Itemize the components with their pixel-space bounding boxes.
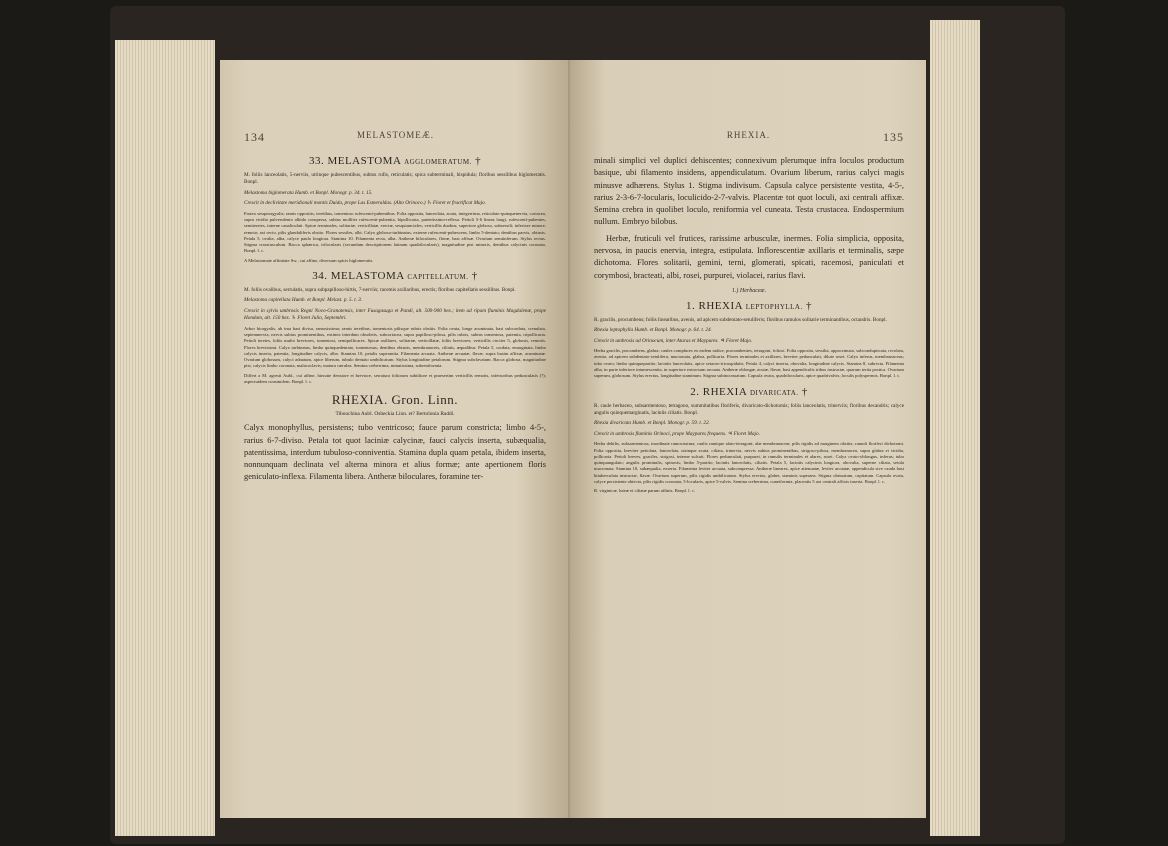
page-edges-left <box>115 40 215 836</box>
species-1-description: Herba gracilis, procumbens, glabra; caules complures ex eadem radice, procumbentes, tetragoni, foliosi. Folia opposita, sessilia, approximata, subcondupticata, recolata, avenia, ad apicem subdentato-setulifera, mucronata, glabra, pollicaria. Flores terminales et axillares, breviter pedunculati, dilute rosei. Calyx inferus, membranaceus; tubo ovato; limbo quinquepartito; laciniis lanceolatis, apice setaceo-tricuspidatis. Petala 4, calyci inserta, obovalia, longitudine calycis. Stamina 8, subrecta. Filamenta alba, in parte inferiore intumescentia, in superiore extrorsum arcuata. Antheræ oblongæ, acutæ, flavæ, basi appendiculis tribus instructæ, quarum tertia postica. Ovarium superum, globosum. Stylus erectus, longitudine staminum. Stigma subincrassatum. Capsula ovata, quadrilocularis, apice quadrivalvis; loculis polyspermis. Bonpl. l. c. <box>594 348 904 379</box>
species-34-synonym: Melastoma capitellata Humb. et Bonpl. Melast. p. 5. t. 3. <box>244 297 363 304</box>
species-34-heading: 34. MELASTOMA CAPITELLATUM. † <box>312 270 478 282</box>
species-2-habitat: Crescit in umbrosis fluminis Orinoci, prope Maypures frequens. ♃ Floret Majo. <box>594 430 760 437</box>
species-34-description: Arbor biorgyalis, ab ima basi divisa, ramosissima; ramis teretibus, tomentosis pilisque rubris obsitis. Folia ovata, longe acuminata, basi subcordata, crenulata, septemnervia, nervis subtus prominentibus, extimis interdum obsoletis, subcoriacea, supra papilloso-pilosa, pilis rubris, subtus tomentosa, patentia, tripollicaria. Petioli teretes, foliis multo breviores, tomentosi, semipollicares. Spicæ axillares, solitariæ, verticillatæ, foliis breviores; verticillis circiter 5, globosis, remotis. Flores brevissimi. Calyx turbinatus, limbo quinquedentato, tomentosus; dentibus obtusis, membranaceis, ciliatis, æqualibus. Petala 5, cordata, emarginata, limbo calycis inserta, patentia, longitudine calycis, alba. Stamina 10, petalis superantia. Filamenta arcuata. Antheræ arcuatæ, flavæ, supra basim affixæ, acuminatæ. Ovarium globosum, calyci adnatum, apice liberum, tubulo dentato umbilicatum. Stylus longitudine petalorum. Stigma subclavatum. Bacca globosa, magnitudine pisi, calycis limbo coronata, malacoclavis; matura cærulea. Semina creberrima, minutissima, subreniformia. <box>244 325 546 369</box>
left-running-title: MELASTOMEÆ. <box>356 130 435 140</box>
left-page <box>220 60 570 818</box>
species-33-synonym: Melastoma biglomerata Humb. et Bonpl. Monogr. p. 34. t. 15. <box>244 189 373 196</box>
genus-habit: Herbæ, fruticuli vel frutices, rarissime arbusculæ, inermes. Folia simplicia, opposita, nervosa, in paucis enervia, integra, estipulata. Inflorescentiæ axillaris et terminalis, sæpe dichotoma. Flores solitarii, gemini, terni, glomerati, spicati, racemosi, paniculati et corymbosi, bracteati, albi, rosei, purpurei, violacei, rarius flavi. <box>594 233 904 280</box>
right-running-title: RHEXIA. <box>726 130 771 140</box>
species-2-heading: 2. RHEXIA DIVARICATA. † <box>690 385 808 398</box>
species-34-diagnosis: M. foliis ovalibus, serrulatis, supra subpapilloso-hirtis, 7-nerviis; racemis axillaribus, erectis; floribus capitellatis sessilibus. Bonpl. <box>244 287 516 293</box>
species-33-diagnosis: M. foliis lanceolatis, 5-nerviis, utrinque pubescentibus, subtus rufis, reticulatis; spica subterminali, hispidula; floribus sessilibus biglomeratis. Bonpl. <box>244 172 546 186</box>
species-33-habitat: Crescit in declivitate meridionali montis Duida, prope Las Esmeraldas. (Alto Orinoco.) ♄ Floret et fructificat Majo. <box>244 200 486 207</box>
genus-description: Calyx monophyllus, persistens; tubo ventricoso; fauce parum constricta; limbo 4-5-, rarius 6-7-diviso. Petala tot quot laciniæ calycinæ, fauci calycis inserta, subæqualia, patentissima, interdum tubuloso-conniventia. Stamina dupla quam petala, ibidem inserta, nonnunquam declinata vel alterna minora et alius formæ; ante apertionem floris geniculato-inflexa. Filamenta libera. Antheræ biloculares, foramine ter- <box>244 423 546 482</box>
right-page-number: 135 <box>883 130 904 144</box>
species-2-note: R. virginicæ, luteæ et ciliatæ parum affinis. Bonpl. l. c. <box>594 488 696 494</box>
genus-synonyms: Tibouchina Aubl. Osbeckia Linn. et? Bertolonia Raddi. <box>335 411 455 418</box>
species-1-habitat: Crescit in umbrosis ad Orinocum, inter Aturas et Maypures. ♃ Floret Majo. <box>594 337 753 344</box>
species-2-synonym: Rhexia divaricata Humb. et Bonpl. Monogr. p. 59. t. 22. <box>594 420 710 427</box>
species-2-description: Herba debilis, subsarmentosa, inordinate ramosissima; caulis ramique alato-tetragoni; alæ membranaceæ, pilis rigidis ad marginem obsitis; ramuli floriferi dichotomi. Folia opposita, breviter petiolata, lanceolata, utrinque acuta, ciliata, trinervia, nervis subtus prominentibus, strigoso-pilosa, membranacea, supra glabra et viridia, pollicaria. Petioli breves, graciles, strigosi, interne sulcati. Flores pedunculati, purpurei, in ramulis terminales et alares, rosei. Calyx ovato-oblongus, inferus; tubo quinquangulato; angulis prominulis, spinosis; limbo 5-partito; laciniis lanceolatis, ciliatis. Petala 5, laciniis calycinis longiora, obovalia, superne ciliata, setula mucronata. Stamina 10, subæqualia, exserta. Filamenta leviter arcuata, subcompressa. Antheræ lineares, apice attenuatæ, leviter arcuatæ, appendicula sive cauda basi bituberculata instructæ, flavæ. Ovarium superum, pilis rigidis umbilicatum. Stylus erectus, glaber, staminis superans. Stigma obtusatum, capitatum. Capsula ovata, calyce persistente obtecta, pilis rigidis coronata, 5-locularis, apice 5-valvis. Semina creberrima, cuneiformia, placentis 5 axi centrali affixis inserta. Bonpl. l. c. <box>594 441 904 485</box>
species-33-description: Frutex sesquiorgyalis; ramis oppositis, teretibus, tomentoso rufescenti-pubentibus. Folia opposita, lanceolata, acuta, integerrima, reticulato-quinquenervia, coriacea, supra viridia pulverulento albido conspersa, subtus molliter rufescenti-pubentia, bipollicaria, patentissimo-reflexa. Petioli 5-6 lineas longi, rufescenti-pubentes, semiteretes, interne canaliculati. Spicæ terminales, solitariæ, verticillatæ, erectæ, sesquiunciales; verticillis duobus; superiore globoso, subsessili; inferiore minore, remoto; axi recto, pilis glanduliferis obsito. Flores sessiles, albi. Calyx globoso-turbinatus, externe rufescenti-pubescens, limbo 5-dentato; dentibus parvis, obtusis. Petala 5, ovalia, alba, calyce paulo longiora. Stamina 10. Filamenta recta, alba. Antheræ biloculares, flavæ, basi affixæ. Ovarium semiinferum. Stylus rectus. Stigma crassiusculum. Bacca sphærica, trilocularis (secundum descriptionem latinam quadrilocularis), magnitudine pisi minoris, dentibus calycinis coronata. Bonpl. l. c. <box>244 210 546 254</box>
species-1-heading: 1. RHEXIA LEPTOPHYLLA. † <box>686 299 812 312</box>
genus-title: RHEXIA. Gron. Linn. <box>331 392 459 408</box>
species-34-note: Differt a M. agresti Aubl., cui affine, hirsutie densiore et breviore, serratura foliorum subtiliore et praesertim verticillis remotis, inferioribus pedunculatis (?); aspectuidem consimilem. Bonpl. l. c. <box>244 372 546 384</box>
species-1-diagnosis: R. gracilis, procumbens; foliis linearibus, avenis, ad apicem subdentato-setuliferis; floribus ramulos solitarie terminantibus, octandris. Bonpl. <box>594 316 887 323</box>
page-edges-right <box>930 20 980 836</box>
right-page <box>570 60 926 818</box>
section-heading: 1.) Herbaceæ. <box>731 287 767 294</box>
right-running-head <box>594 130 904 145</box>
species-1-synonym: Rhexia leptophylla Humb. et Bonpl. Monogr. p. 64. t. 24. <box>594 327 712 334</box>
genus-description-continued: minali simplici vel duplici dehiscentes; connexivum plerumque infra loculos productum basique, ubi filamento insidens, appendiculatum. Ovarium liberum, rarius calyci magis minusve adhærens. Stylus 1. Stigma indivisum. Capsula calyce persistente vestita, 4-5-, rarius 2-3-6-7-locularis, loculicido-2-7-valvis. Placentæ tot quot loculi, axi centrali affixæ. Semina crebra in quolibet loculo, reniformia vel cuneata. Testa crustacea. Endospermium nullum. Embryo bilobus. <box>594 156 904 227</box>
left-running-head <box>244 130 546 145</box>
left-page-number: 134 <box>244 130 265 144</box>
species-33-note: A Melastomate affinitate Sw., cui affine, diversum spicis biglomeratis. <box>244 257 374 263</box>
species-2-diagnosis: R. caule herbaceo, subsarmentoso, tetragono, summitatibus floriferis, divaricato-dichotomis; foliis lanceolatis, trinerviis; floribus decandris; calyce angulis quinquemarginatis, laciniis ciliatis. Bonpl. <box>594 402 904 417</box>
species-33-heading: 33. MELASTOMA AGGLOMERATUM. † <box>308 155 482 167</box>
species-34-habitat: Crescit in sylvis umbrosis Regni Novo-Granatensis, inter Fusagasuga et Pandi, alt. 500-900 hex.; item ad ripam fluminis Magdalenæ, prope Hondam, alt. 150 hex. ♄ Floret Julio, Septembri. <box>244 307 546 322</box>
